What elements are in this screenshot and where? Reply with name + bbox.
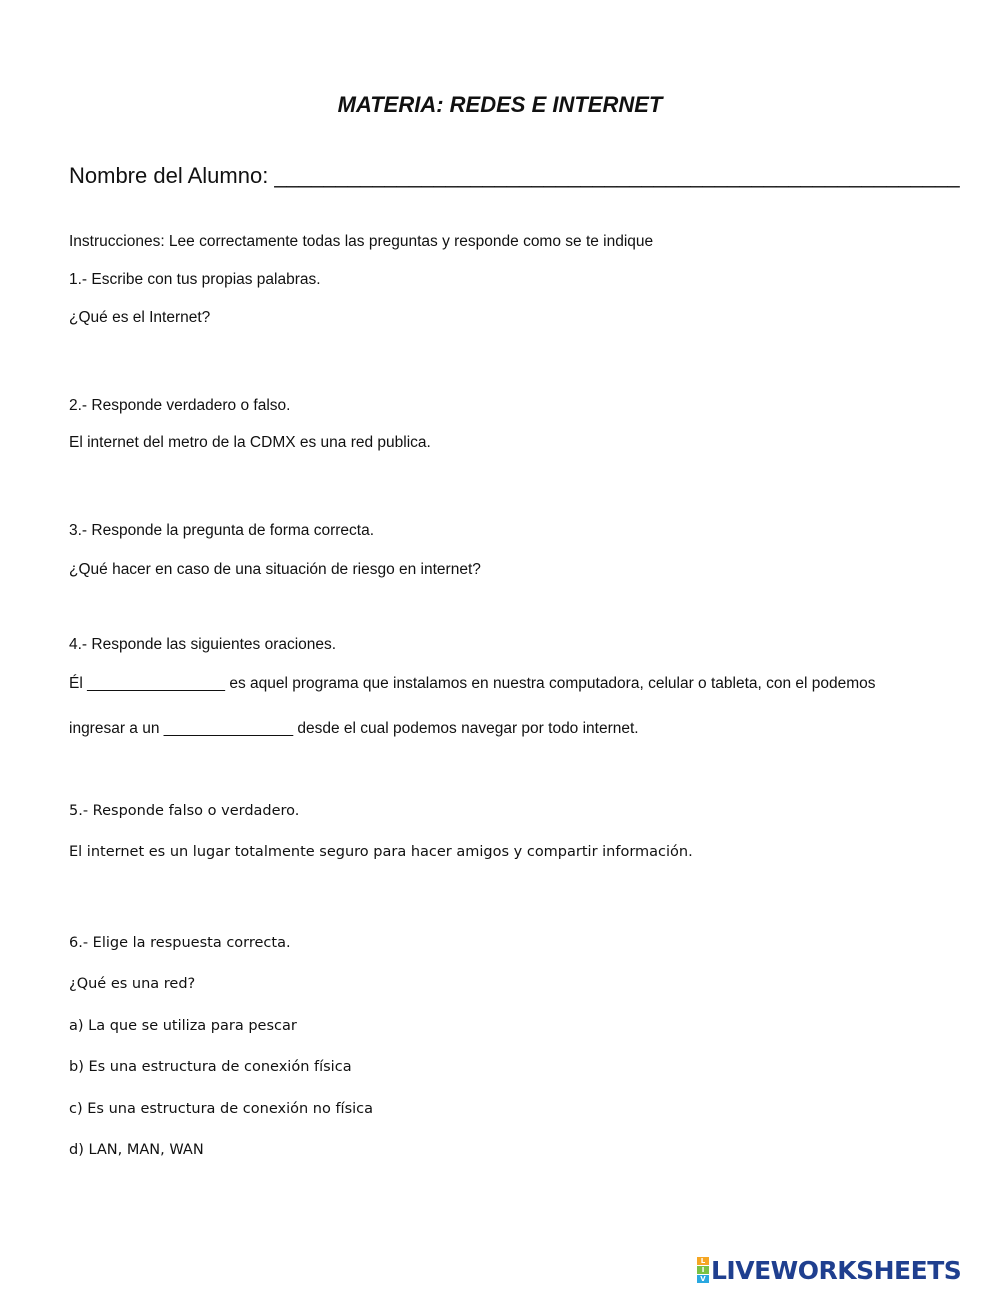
page-title: MATERIA: REDES E INTERNET xyxy=(337,92,663,117)
question-4-line-1: Él ________________ es aquel programa que instalamos en nuestra computadora, celular o tableta, con el podemos xyxy=(69,675,876,692)
question-4-heading: 4.- Responde las siguientes oraciones. xyxy=(69,636,337,653)
logo-blocks-icon xyxy=(697,1257,709,1283)
option-b[interactable]: b) Es una estructura de conexión física xyxy=(69,1059,352,1075)
student-name-field[interactable]: Nombre del Alumno: ________________________________________________________ xyxy=(69,163,960,188)
question-2-prompt: El internet del metro de la CDMX es una red publica. xyxy=(69,434,431,451)
question-1-prompt: ¿Qué es el Internet? xyxy=(69,309,211,326)
liveworksheets-logo xyxy=(697,1254,961,1286)
question-3-heading: 3.- Responde la pregunta de forma correcta. xyxy=(69,522,375,539)
logo-text: LIVEWORKSHEETS xyxy=(711,1255,962,1285)
logo-block-v: V xyxy=(697,1275,709,1283)
question-5-prompt: El internet es un lugar totalmente seguro para hacer amigos y compartir información. xyxy=(69,844,693,860)
question-1-heading: 1.- Escribe con tus propias palabras. xyxy=(69,271,321,288)
question-2-heading: 2.- Responde verdadero o falso. xyxy=(69,397,291,414)
logo-block-l: L xyxy=(697,1257,709,1265)
option-d[interactable]: d) LAN, MAN, WAN xyxy=(69,1142,204,1158)
question-6-prompt: ¿Qué es una red? xyxy=(69,976,196,992)
instructions-text: Instrucciones: Lee correctamente todas las preguntas y responde como se te indique xyxy=(69,233,654,250)
question-4-line-2: ingresar a un _______________ desde el cual podemos navegar por todo internet. xyxy=(69,720,639,737)
option-c[interactable]: c) Es una estructura de conexión no física xyxy=(69,1101,374,1117)
question-3-prompt: ¿Qué hacer en caso de una situación de riesgo en internet? xyxy=(69,561,481,578)
option-a[interactable]: a) La que se utiliza para pescar xyxy=(69,1018,297,1034)
question-5-heading: 5.- Responde falso o verdadero. xyxy=(69,803,300,819)
question-6-heading: 6.- Elige la respuesta correcta. xyxy=(69,935,291,951)
logo-block-i: I xyxy=(697,1266,709,1274)
